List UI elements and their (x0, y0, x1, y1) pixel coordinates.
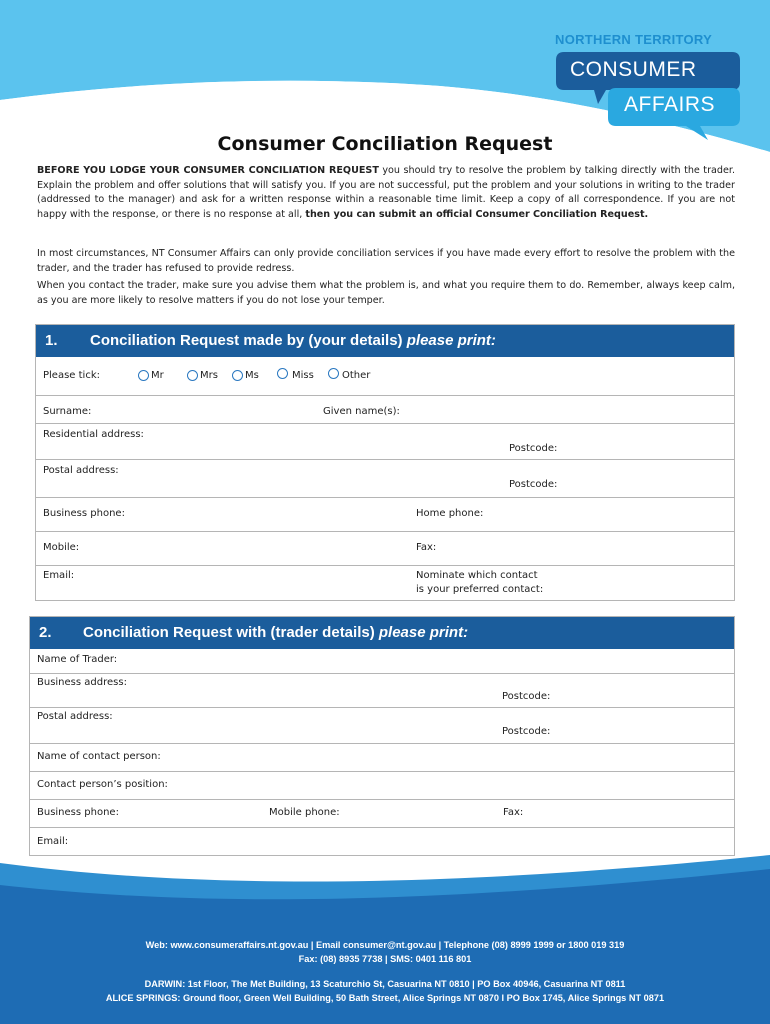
trader-mobile-phone-label: Mobile phone: (269, 807, 340, 818)
please-tick-label: Please tick: (43, 370, 100, 381)
email-row[interactable] (36, 565, 734, 601)
trader-business-address-row[interactable] (30, 673, 734, 707)
title-tick-row (36, 357, 734, 393)
trader-business-address-label: Business address: (37, 677, 127, 688)
preferred-contact-label-2: is your preferred contact: (416, 584, 544, 595)
radio-other-label: Other (342, 370, 371, 381)
given-names-label: Given name(s): (323, 406, 400, 417)
residential-address-row[interactable] (36, 423, 734, 459)
footer-contact-line-1: Web: www.consumeraffairs.nt.gov.au | Email consumer@nt.gov.au | Telephone (08) 8999 1999 or 1800 019 319 (145, 940, 625, 950)
radio-mr-label: Mr (151, 370, 164, 381)
radio-other[interactable] (328, 368, 339, 379)
home-phone-label: Home phone: (416, 508, 484, 519)
postal-address-label: Postal address: (43, 465, 119, 476)
trader-business-phone-label: Business phone: (37, 807, 119, 818)
radio-ms[interactable] (232, 370, 243, 381)
footer-darwin-address: DARWIN: 1st Floor, The Met Building, 13 Scaturchio St, Casuarina NT 0810 | PO Box 40946, Casuarina NT 0811 (144, 979, 626, 989)
trader-phone-row[interactable] (30, 799, 734, 827)
mobile-fax-row[interactable] (36, 531, 734, 565)
section-2-heading (83, 624, 468, 641)
section-trader-details (29, 616, 735, 856)
footer-contact-line-2: Fax: (08) 8935 7738 | SMS: 0401 116 801 (298, 954, 472, 964)
radio-mrs-label: Mrs (200, 370, 218, 381)
radio-miss-label: Miss (292, 370, 314, 381)
preferred-contact-label-1: Nominate which contact (416, 570, 538, 581)
contact-position-label: Contact person’s position: (37, 779, 168, 790)
postal-address-row[interactable] (36, 459, 734, 495)
section-1-heading-italic: please print: (406, 332, 496, 349)
residential-postcode-label: Postcode: (509, 443, 558, 454)
section-1-header (36, 325, 734, 357)
mobile-label: Mobile: (43, 542, 80, 553)
logo-northern-territory: NORTHERN TERRITORY (555, 32, 713, 47)
trader-postal-postcode-label: Postcode: (502, 726, 551, 737)
section-2-header (30, 617, 734, 649)
consumer-affairs-logo (550, 28, 750, 143)
section-2-heading-text: Conciliation Request with (trader details) (83, 624, 379, 641)
trader-postal-address-label: Postal address: (37, 711, 113, 722)
trader-email-row[interactable] (30, 827, 734, 856)
radio-miss[interactable] (277, 368, 288, 379)
contact-person-row[interactable] (30, 743, 734, 771)
phone-row[interactable] (36, 497, 734, 531)
radio-mrs[interactable] (187, 370, 198, 381)
intro-body: you should try to resolve the problem by talking directly with the trader. Explain the problem and offer solutions that will satisfy you. If you are not successful, put the problem and your solutions in writing to the trader (addressed to the manager) and ask for a written response within a reasonable time limit. Keep a copy of all correspondence. If you are not happy with the response, or there is no response at all, (37, 165, 735, 220)
trader-fax-label: Fax: (503, 807, 524, 818)
trader-postal-address-row[interactable] (30, 707, 734, 741)
postal-postcode-label: Postcode: (509, 479, 558, 490)
logo-affairs: AFFAIRS (624, 93, 716, 116)
intro-bold-lead: BEFORE YOU LODGE YOUR CONSUMER CONCILIATION REQUEST (37, 165, 379, 176)
surname-label: Surname: (43, 406, 92, 417)
section-1-number: 1. (45, 332, 58, 349)
intro-paragraph-2: In most circumstances, NT Consumer Affairs can only provide conciliation services if you have made every effort to resolve the problem with the trader, and the trader has refused to provide redress. (37, 248, 735, 274)
section-1-heading-text: Conciliation Request made by (your details) (90, 332, 407, 349)
radio-mr[interactable] (138, 370, 149, 381)
contact-position-row[interactable] (30, 771, 734, 799)
business-phone-label: Business phone: (43, 508, 125, 519)
logo-consumer: CONSUMER (570, 58, 697, 81)
fax-label: Fax: (416, 542, 437, 553)
residential-address-label: Residential address: (43, 429, 144, 440)
page-title: Consumer Conciliation Request (217, 133, 553, 155)
trader-business-postcode-label: Postcode: (502, 691, 551, 702)
footer-alice-springs-address: ALICE SPRINGS: Ground floor, Green Well Building, 50 Bath Street, Alice Springs NT 0870 I PO Box 1745, Alice Springs NT 0871 (105, 993, 665, 1003)
intro-bold-end: then you can submit an official Consumer Conciliation Request. (305, 208, 649, 220)
trader-name-label: Name of Trader: (37, 654, 118, 665)
section-2-number: 2. (39, 624, 52, 641)
intro-paragraph-1 (37, 164, 735, 222)
section-2-heading-italic: please print: (378, 624, 469, 641)
intro-paragraph-3: When you contact the trader, make sure you advise them what the problem is, and what you require them to do. Remember, always keep calm, as you are more likely to resolve matters if you do not lose your temper. (37, 280, 735, 306)
trader-email-label: Email: (37, 836, 69, 847)
section-your-details (35, 324, 735, 601)
section-1-heading (90, 332, 496, 349)
email-label: Email: (43, 570, 75, 581)
contact-person-label: Name of contact person: (37, 751, 161, 762)
name-row[interactable] (36, 395, 734, 423)
trader-name-row[interactable] (30, 649, 734, 673)
radio-ms-label: Ms (245, 370, 259, 381)
